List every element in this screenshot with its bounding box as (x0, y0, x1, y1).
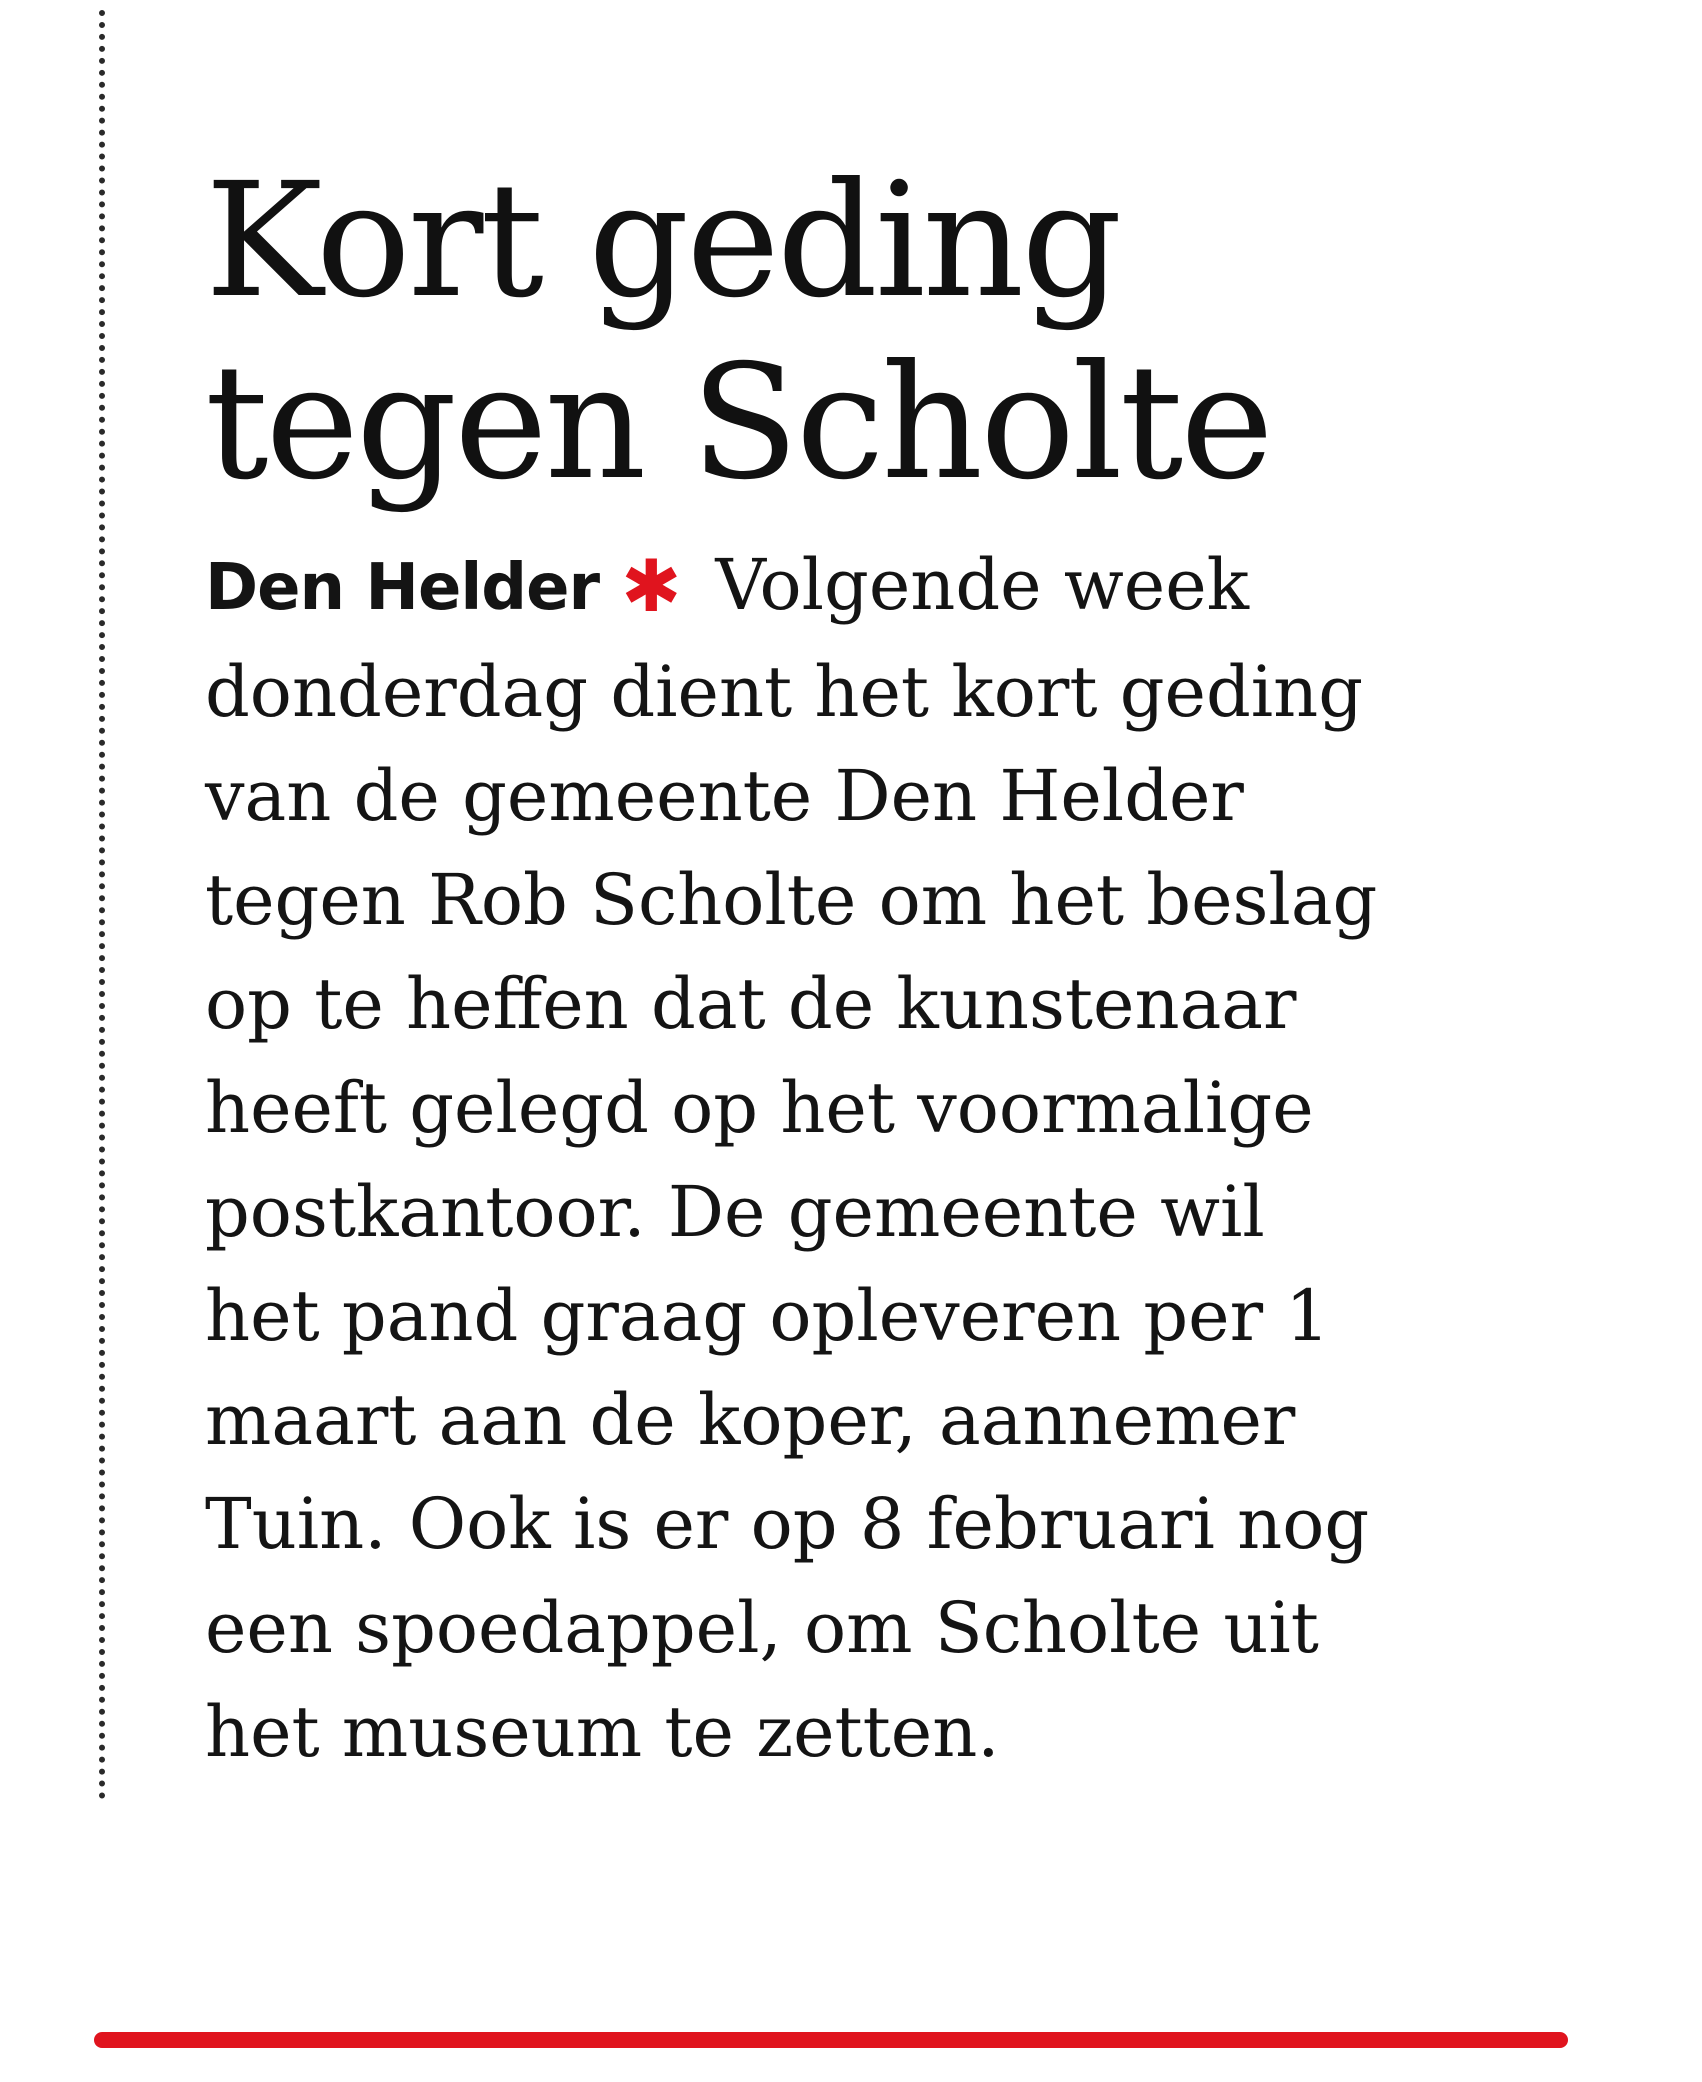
headline-line: tegen Scholte (205, 331, 1271, 515)
body-line: maart aan de koper, aannemer (205, 1379, 1296, 1461)
body-line: het museum te zetten. (205, 1691, 1000, 1773)
body-line: op te heffen dat de kunstenaar (205, 963, 1297, 1045)
headline-line: Kort geding (205, 149, 1120, 333)
headline (205, 150, 1595, 514)
body-line: donderdag dient het kort geding (205, 651, 1364, 733)
red-asterisk-icon: ✱ (621, 544, 682, 628)
body-line: het pand graag opleveren per 1 (205, 1275, 1330, 1357)
article-body (205, 532, 1595, 1784)
body-line: postkantoor. De gemeente wil (205, 1171, 1265, 1253)
news-article (205, 150, 1595, 1784)
dateline: Den Helder (205, 551, 600, 625)
body-first-line (205, 532, 1595, 640)
body-line: van de gemeente Den Helder (205, 755, 1244, 837)
column-divider (99, 10, 105, 1800)
body-line: een spoedappel, om Scholte uit (205, 1587, 1319, 1669)
body-line: tegen Rob Scholte om het beslag (205, 859, 1378, 941)
bottom-red-rule (94, 2032, 1568, 2048)
body-line: Volgende week (715, 544, 1250, 626)
body-line: heeft gelegd op het voormalige (205, 1067, 1314, 1149)
body-line: Tuin. Ook is er op 8 februari nog (205, 1483, 1370, 1565)
